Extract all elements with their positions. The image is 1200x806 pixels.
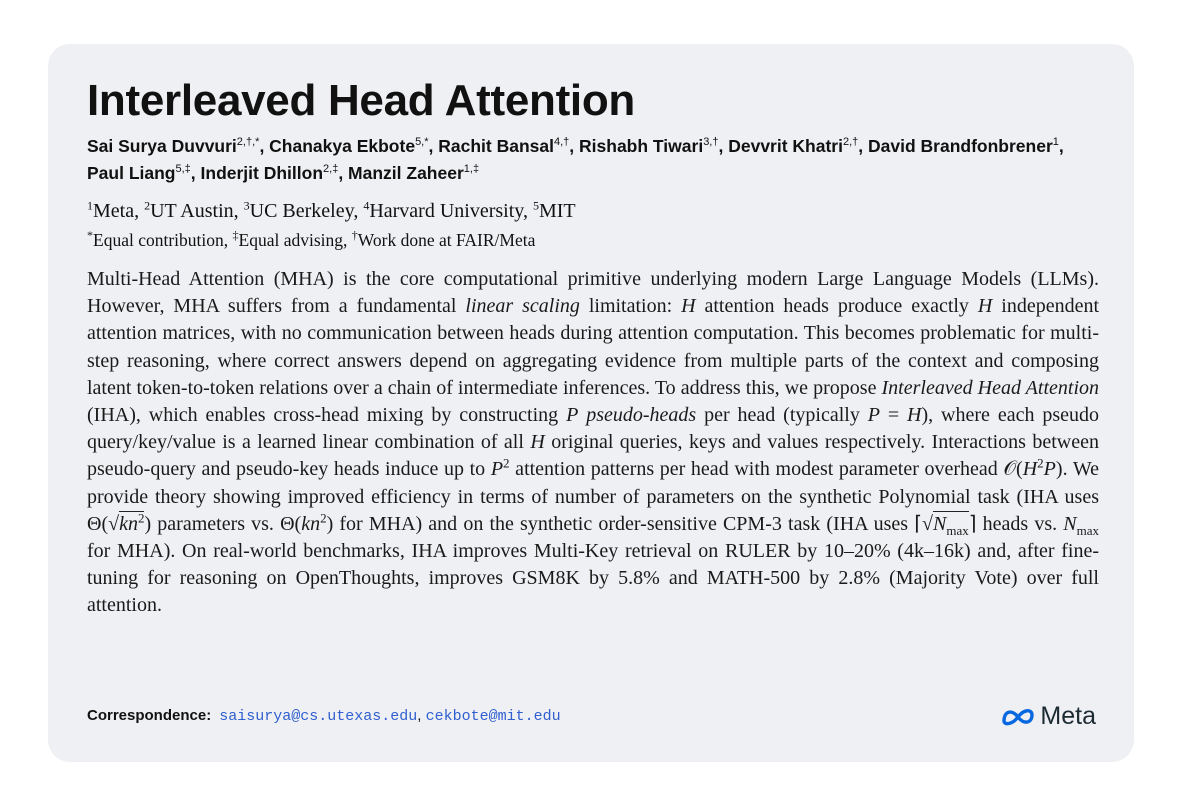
author: Inderjit Dhillon$^{2,\ddagger}$, (200, 163, 349, 183)
abstract: Multi-Head Attention (MHA) is the core computational primitive underlying modern Large Language Models (LLMs). However, MHA suffers from a fundamental linear scaling limitation: H attention heads produce exactly H independent attention matrices, with no communication between heads during attention computation. This becomes problematic for multi-step reasoning, where correct answers depend on aggregating evidence from multiple parts of the context and composing latent token-to-token relations over a chain of intermediate inferences. To address this, we propose Interleaved Head Attention (IHA), which enables cross-head mixing by constructing P pseudo-heads per head (typically P = H), where each pseudo query/key/value is a learned linear combination of all H original queries, keys and values respectively. Interactions between pseudo-query and pseudo-key heads induce up to $P^2$ attention patterns per head with modest parameter overhead $𝒪(H^2P)$. We provide theory showing improved efficiency in terms of number of parameters on the synthetic Polynomial task (IHA uses $\Theta(√kn^2)$ parameters vs. $\Theta(kn^2)$ for MHA) and on the synthetic order-sensitive CPM-3 task (IHA uses $⌈√N_{max}⌉$ heads vs. $N_{max}$ for MHA). On real-world benchmarks, IHA improves Multi-Key retrieval on RULER by 10–20% (4k–16k) and, after fine-tuning for reasoning on OpenThoughts, improves GSM8K by 5.8% and MATH-500 by 2.8% (Majority Vote) over full attention. (87, 268, 1100, 617)
author: Paul Liang$^{5,\ddagger}$, (87, 163, 201, 183)
author: Sai Surya Duvvuri$^{2,\dagger,*}$, (87, 136, 270, 156)
correspondence: Correspondence: saisurya@cs.utexas.edu, cekbote@mit.edu (87, 707, 561, 725)
author: Devvrit Khatri$^{2,\dagger}$, (728, 136, 869, 156)
affiliation: $^3$UC Berkeley, (243, 198, 364, 222)
note: *Equal contribution, (87, 228, 233, 250)
author: Rishabh Tiwari$^{3,\dagger}$, (579, 136, 729, 156)
author: Rachit Bansal$^{4,\dagger}$, (438, 136, 580, 156)
meta-logo-text: Meta (1040, 702, 1096, 730)
correspondence-label: Correspondence: (87, 707, 212, 724)
meta-logo (1000, 702, 1096, 731)
note: †Work done at FAIR/Meta (351, 228, 536, 250)
affiliation: $^1$Meta, (87, 198, 145, 222)
affiliation: $^2$UT Austin, (144, 198, 244, 222)
affiliations (87, 200, 576, 223)
paper-header-card (48, 44, 1134, 762)
author-list (87, 133, 1097, 187)
author: David Brandfonbrener$^1$, (868, 136, 1064, 156)
author: Chanakya Ekbote$^{5,*}$, (269, 136, 439, 156)
note: ‡Equal advising, (232, 228, 352, 250)
affiliation: $^5$MIT (532, 198, 576, 222)
meta-infinity-icon (1000, 707, 1036, 727)
email-link[interactable]: cekbote@mit.edu (425, 708, 561, 725)
paper-title: Interleaved Head Attention (87, 76, 636, 125)
author: Manzil Zaheer$^{1,\ddagger}$ (348, 163, 480, 183)
affiliation: $^4$Harvard University, (363, 198, 533, 222)
author-notes (87, 230, 535, 251)
email-link[interactable]: saisurya@cs.utexas.edu (219, 708, 418, 725)
